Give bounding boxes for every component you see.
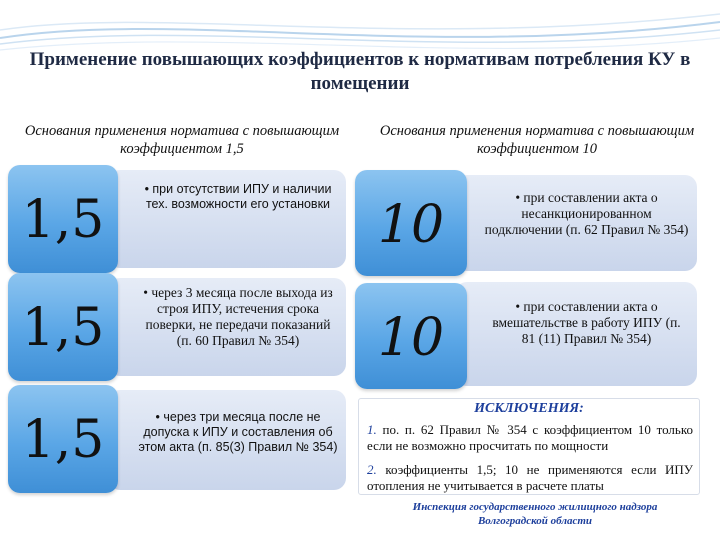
right-item-2-text: • при составлении акта о вмешательстве в работу ИПУ (п. 81 (11) Правил № 354) [492,299,681,346]
left-item-3-text: • через три месяца после не допуска к ИПУ и составления об этом акта (п. 85(3) Правил № 354) [138,410,338,454]
exception-item-2-text: коэффициенты 1,5; 10 не применяются если ИПУ отопления не учитывается в расчете платы [367,462,694,493]
footer-organization [370,500,700,528]
left-item-2-badge-value: 1,5 [21,298,105,358]
left-item-2-text: • через 3 месяца после выхода из строя ИПУ, истечения срока поверки, не передачи показаний (п. 60 Правил № 354) [143,285,333,348]
left-item-1-text: • при отсутствии ИПУ и наличии тех. возможности его установки [144,182,332,211]
left-column-heading: Основания применения норматива с повышающим коэффициентом 1,5 [24,123,340,157]
right-column-heading: Основания применения норматива с повышающим коэффициентом 10 [379,123,695,157]
footer-line-1: Инспекция государственного жилищного надзора [412,501,658,513]
exceptions-title: ИСКЛЮЧЕНИЯ: [474,401,584,416]
left-item-1-badge-value: 1,5 [21,190,105,250]
exception-item-2 [367,462,693,494]
exceptions-box [358,398,700,495]
footer-line-2: Волгоградской области [477,515,593,527]
exception-item-2-number: 2. [367,462,377,477]
exception-item-1 [367,422,693,454]
right-item-2-badge-value: 10 [377,308,445,368]
right-item-1-badge-value: 10 [377,195,445,255]
left-item-3-badge-value: 1,5 [21,410,105,470]
exception-item-1-number: 1. [367,422,377,437]
page-title: Применение повышающих коэффициентов к нормативам потребления КУ в помещении [29,49,691,94]
right-item-1-text: • при составлении акта о несанкционированном подключении (п. 62 Правил № 354) [484,190,689,237]
exception-item-1-text: по. п. 62 Правил № 354 с коэффициентом 10 только если не возможно просчитать по мощности [367,422,693,453]
